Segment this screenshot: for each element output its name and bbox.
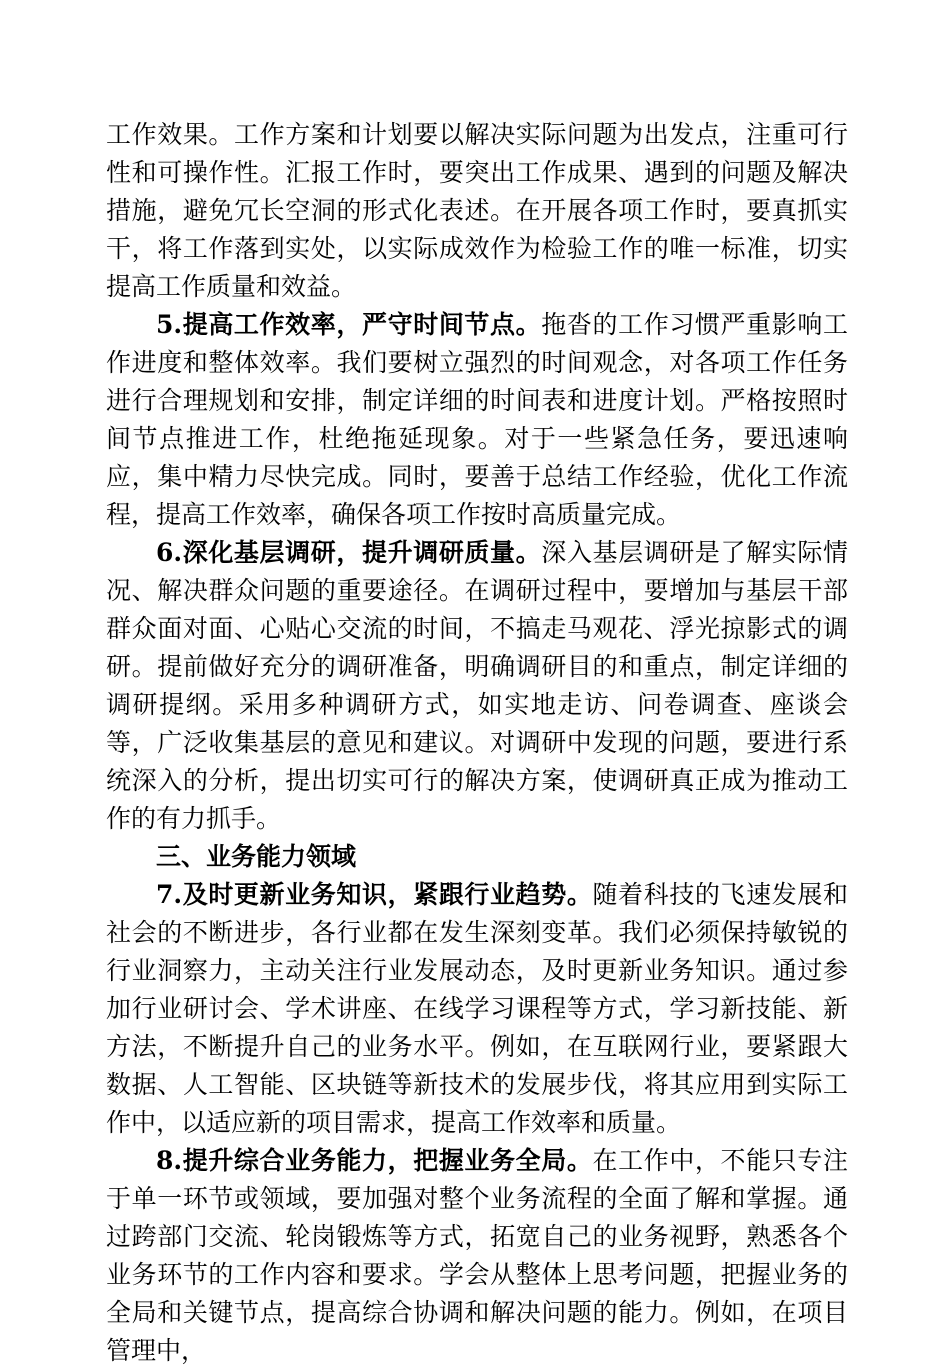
paragraph-body: 随着科技的飞速发展和社会的不断进步，各行业都在发生深刻变革。我们必须保持敏锐的行业洞察力，主动关注行业发展动态，及时更新业务知识。通过参加行业研讨会、学术讲座、在线学习课程等方式，学习新技能、新方法，不断提升自己的业务水平。例如，在互联网行业，要紧跟大数据、人工智能、区块链等新技术的发展步伐，将其应用到实际工作中，以适应新的项目需求，提高工作效率和质量。 — [106, 880, 848, 1137]
section-title: 三、业务能力领域 — [156, 842, 357, 871]
paragraph-continuation — [106, 116, 848, 306]
paragraph-body: 工作效果。工作方案和计划要以解决实际问题为出发点，注重可行性和可操作性。汇报工作时，要突出工作成果、遇到的问题及解决措施，避免冗长空洞的形式化表述。在开展各项工作时，要真抓实干，将工作落到实处，以实际成效作为检验工作的唯一标准，切实提高工作质量和效益。 — [106, 120, 848, 301]
paragraph-item-7 — [106, 876, 848, 1142]
paragraph-item-6 — [106, 534, 848, 838]
paragraph-body: 深入基层调研是了解实际情况、解决群众问题的重要途径。在调研过程中，要增加与基层干部群众面对面、心贴心交流的时间，不搞走马观花、浮光掠影式的调研。提前做好充分的调研准备，明确调研目的和重点，制定详细的调研提纲。采用多种调研方式，如实地走访、问卷调查、座谈会等，广泛收集基层的意见和建议。对调研中发现的问题，要进行系统深入的分析，提出切实可行的解决方案，使调研真正成为推动工作的有力抓手。 — [106, 538, 848, 833]
paragraph-item-8 — [106, 1142, 848, 1370]
section-heading — [106, 838, 848, 876]
paragraph-heading: 8.提升综合业务能力，把握业务全局。 — [156, 1146, 593, 1175]
document-page — [106, 116, 848, 1370]
paragraph-heading: 5.提高工作效率，严守时间节点。 — [156, 310, 542, 339]
paragraph-heading: 7.及时更新业务知识，紧跟行业趋势。 — [156, 880, 593, 909]
paragraph-heading: 6.深化基层调研，提升调研质量。 — [156, 538, 542, 567]
paragraph-body: 在工作中，不能只专注于单一环节或领域，要加强对整个业务流程的全面了解和掌握。通过跨部门交流、轮岗锻炼等方式，拓宽自己的业务视野，熟悉各个业务环节的工作内容和要求。学会从整体上思考问题，把握业务的全局和关键节点，提高综合协调和解决问题的能力。例如，在项目管理中， — [106, 1146, 848, 1365]
paragraph-item-5 — [106, 306, 848, 534]
paragraph-body: 拖沓的工作习惯严重影响工作进度和整体效率。我们要树立强烈的时间观念，对各项工作任务进行合理规划和安排，制定详细的时间表和进度计划。严格按照时间节点推进工作，杜绝拖延现象。对于一些紧急任务，要迅速响应，集中精力尽快完成。同时，要善于总结工作经验，优化工作流程，提高工作效率，确保各项工作按时高质量完成。 — [106, 310, 848, 529]
